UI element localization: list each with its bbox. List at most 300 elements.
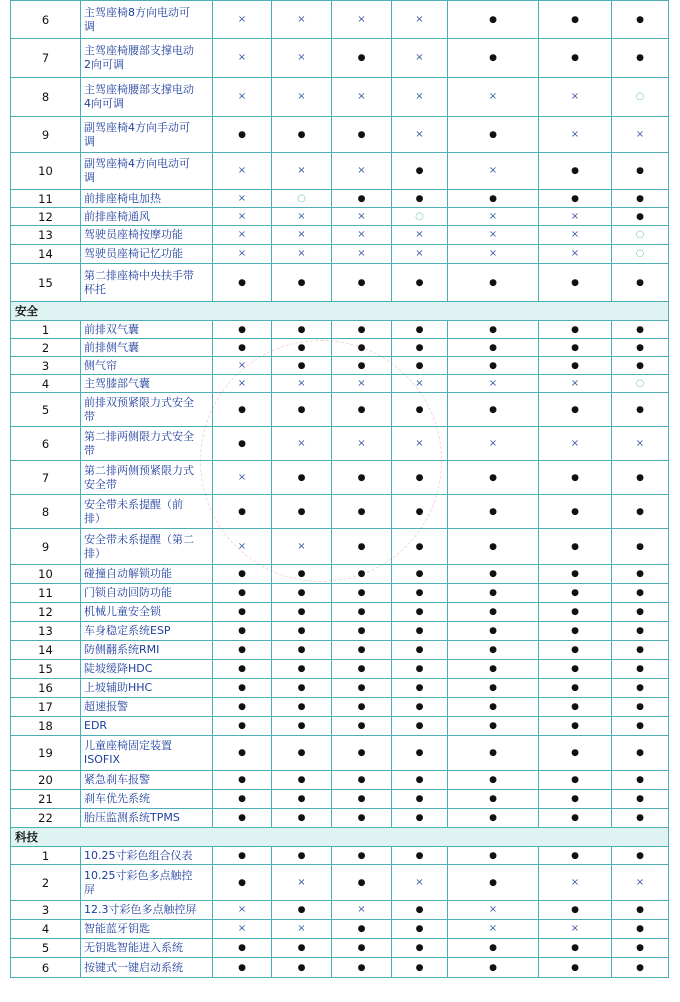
feature-name: 副驾座椅4方向手动可 调 bbox=[81, 117, 213, 153]
optional-circle-icon: ○ bbox=[272, 190, 332, 208]
standard-dot-icon: ● bbox=[392, 717, 448, 736]
row-number: 8 bbox=[11, 495, 81, 529]
row-number: 15 bbox=[11, 660, 81, 679]
not-available-cross-icon: × bbox=[392, 1, 448, 39]
section-title: 科技 bbox=[11, 828, 669, 847]
standard-dot-icon: ● bbox=[392, 190, 448, 208]
standard-dot-icon: ● bbox=[539, 461, 612, 495]
standard-dot-icon: ● bbox=[539, 901, 612, 920]
not-available-cross-icon: × bbox=[539, 865, 612, 901]
standard-dot-icon: ● bbox=[332, 39, 392, 78]
not-available-cross-icon: × bbox=[272, 865, 332, 901]
standard-dot-icon: ● bbox=[272, 622, 332, 641]
feature-name: 胎压监测系统TPMS bbox=[81, 809, 213, 828]
table-row bbox=[11, 809, 669, 828]
not-available-cross-icon: × bbox=[213, 920, 272, 939]
standard-dot-icon: ● bbox=[213, 736, 272, 771]
feature-name: 智能蓝牙钥匙 bbox=[81, 920, 213, 939]
row-number: 15 bbox=[11, 264, 81, 302]
standard-dot-icon: ● bbox=[213, 565, 272, 584]
standard-dot-icon: ● bbox=[448, 622, 539, 641]
standard-dot-icon: ● bbox=[272, 736, 332, 771]
standard-dot-icon: ● bbox=[612, 565, 669, 584]
feature-name: 无钥匙智能进入系统 bbox=[81, 939, 213, 958]
standard-dot-icon: ● bbox=[448, 809, 539, 828]
row-number: 6 bbox=[11, 1, 81, 39]
standard-dot-icon: ● bbox=[448, 190, 539, 208]
standard-dot-icon: ● bbox=[272, 698, 332, 717]
feature-name: 驾驶员座椅记忆功能 bbox=[81, 245, 213, 264]
row-number: 13 bbox=[11, 226, 81, 245]
standard-dot-icon: ● bbox=[392, 357, 448, 375]
standard-dot-icon: ● bbox=[612, 736, 669, 771]
standard-dot-icon: ● bbox=[612, 901, 669, 920]
row-number: 3 bbox=[11, 901, 81, 920]
standard-dot-icon: ● bbox=[539, 39, 612, 78]
not-available-cross-icon: × bbox=[213, 529, 272, 565]
table-row bbox=[11, 939, 669, 958]
not-available-cross-icon: × bbox=[392, 117, 448, 153]
standard-dot-icon: ● bbox=[448, 679, 539, 698]
not-available-cross-icon: × bbox=[213, 901, 272, 920]
standard-dot-icon: ● bbox=[213, 660, 272, 679]
standard-dot-icon: ● bbox=[272, 717, 332, 736]
standard-dot-icon: ● bbox=[213, 771, 272, 790]
feature-name: 主驾座椅8方向电动可 调 bbox=[81, 1, 213, 39]
standard-dot-icon: ● bbox=[392, 698, 448, 717]
standard-dot-icon: ● bbox=[612, 809, 669, 828]
table-row bbox=[11, 641, 669, 660]
standard-dot-icon: ● bbox=[332, 603, 392, 622]
standard-dot-icon: ● bbox=[392, 495, 448, 529]
feature-name: 驾驶员座椅按摩功能 bbox=[81, 226, 213, 245]
standard-dot-icon: ● bbox=[392, 565, 448, 584]
row-number: 7 bbox=[11, 39, 81, 78]
row-number: 1 bbox=[11, 847, 81, 865]
feature-name: 陡坡缓降HDC bbox=[81, 660, 213, 679]
standard-dot-icon: ● bbox=[332, 584, 392, 603]
row-number: 4 bbox=[11, 375, 81, 393]
standard-dot-icon: ● bbox=[448, 357, 539, 375]
not-available-cross-icon: × bbox=[272, 245, 332, 264]
standard-dot-icon: ● bbox=[448, 39, 539, 78]
standard-dot-icon: ● bbox=[213, 847, 272, 865]
not-available-cross-icon: × bbox=[612, 865, 669, 901]
standard-dot-icon: ● bbox=[612, 847, 669, 865]
not-available-cross-icon: × bbox=[272, 427, 332, 461]
standard-dot-icon: ● bbox=[448, 339, 539, 357]
standard-dot-icon: ● bbox=[539, 736, 612, 771]
section-header bbox=[11, 828, 669, 847]
not-available-cross-icon: × bbox=[332, 427, 392, 461]
row-number: 14 bbox=[11, 245, 81, 264]
not-available-cross-icon: × bbox=[272, 39, 332, 78]
standard-dot-icon: ● bbox=[213, 698, 272, 717]
standard-dot-icon: ● bbox=[272, 771, 332, 790]
standard-dot-icon: ● bbox=[612, 603, 669, 622]
standard-dot-icon: ● bbox=[539, 717, 612, 736]
feature-name: 按键式一键启动系统 bbox=[81, 958, 213, 978]
standard-dot-icon: ● bbox=[612, 622, 669, 641]
table-row bbox=[11, 153, 669, 190]
table-row bbox=[11, 529, 669, 565]
standard-dot-icon: ● bbox=[272, 603, 332, 622]
standard-dot-icon: ● bbox=[332, 736, 392, 771]
standard-dot-icon: ● bbox=[272, 641, 332, 660]
feature-name: 10.25寸彩色多点触控 屏 bbox=[81, 865, 213, 901]
standard-dot-icon: ● bbox=[539, 771, 612, 790]
standard-dot-icon: ● bbox=[448, 660, 539, 679]
standard-dot-icon: ● bbox=[612, 495, 669, 529]
table-row bbox=[11, 958, 669, 978]
optional-circle-icon: ○ bbox=[392, 208, 448, 226]
feature-name: 儿童座椅固定装置 ISOFIX bbox=[81, 736, 213, 771]
not-available-cross-icon: × bbox=[213, 375, 272, 393]
standard-dot-icon: ● bbox=[448, 771, 539, 790]
not-available-cross-icon: × bbox=[272, 153, 332, 190]
not-available-cross-icon: × bbox=[612, 427, 669, 461]
standard-dot-icon: ● bbox=[332, 565, 392, 584]
row-number: 22 bbox=[11, 809, 81, 828]
not-available-cross-icon: × bbox=[539, 226, 612, 245]
standard-dot-icon: ● bbox=[612, 39, 669, 78]
standard-dot-icon: ● bbox=[332, 339, 392, 357]
feature-name: 超速报警 bbox=[81, 698, 213, 717]
not-available-cross-icon: × bbox=[272, 226, 332, 245]
row-number: 6 bbox=[11, 427, 81, 461]
standard-dot-icon: ● bbox=[332, 357, 392, 375]
standard-dot-icon: ● bbox=[392, 641, 448, 660]
standard-dot-icon: ● bbox=[392, 393, 448, 427]
row-number: 12 bbox=[11, 208, 81, 226]
row-number: 20 bbox=[11, 771, 81, 790]
not-available-cross-icon: × bbox=[213, 39, 272, 78]
table-row bbox=[11, 865, 669, 901]
standard-dot-icon: ● bbox=[539, 603, 612, 622]
standard-dot-icon: ● bbox=[448, 1, 539, 39]
row-number: 5 bbox=[11, 393, 81, 427]
standard-dot-icon: ● bbox=[272, 584, 332, 603]
standard-dot-icon: ● bbox=[612, 529, 669, 565]
feature-name: 前排双预紧限力式安全 带 bbox=[81, 393, 213, 427]
standard-dot-icon: ● bbox=[612, 190, 669, 208]
not-available-cross-icon: × bbox=[213, 208, 272, 226]
feature-name: 侧气帘 bbox=[81, 357, 213, 375]
feature-name: 前排双气囊 bbox=[81, 321, 213, 339]
optional-circle-icon: ○ bbox=[612, 375, 669, 393]
standard-dot-icon: ● bbox=[539, 357, 612, 375]
standard-dot-icon: ● bbox=[612, 920, 669, 939]
standard-dot-icon: ● bbox=[612, 339, 669, 357]
standard-dot-icon: ● bbox=[448, 264, 539, 302]
not-available-cross-icon: × bbox=[392, 375, 448, 393]
not-available-cross-icon: × bbox=[213, 190, 272, 208]
not-available-cross-icon: × bbox=[332, 245, 392, 264]
section-header bbox=[11, 302, 669, 321]
not-available-cross-icon: × bbox=[272, 1, 332, 39]
standard-dot-icon: ● bbox=[272, 565, 332, 584]
row-number: 6 bbox=[11, 958, 81, 978]
not-available-cross-icon: × bbox=[539, 920, 612, 939]
table-row bbox=[11, 190, 669, 208]
not-available-cross-icon: × bbox=[272, 78, 332, 117]
standard-dot-icon: ● bbox=[332, 264, 392, 302]
standard-dot-icon: ● bbox=[392, 847, 448, 865]
standard-dot-icon: ● bbox=[448, 865, 539, 901]
table-row bbox=[11, 393, 669, 427]
feature-name: 防侧翻系统RMI bbox=[81, 641, 213, 660]
section-title: 安全 bbox=[11, 302, 669, 321]
not-available-cross-icon: × bbox=[213, 461, 272, 495]
standard-dot-icon: ● bbox=[539, 153, 612, 190]
standard-dot-icon: ● bbox=[612, 660, 669, 679]
not-available-cross-icon: × bbox=[213, 226, 272, 245]
standard-dot-icon: ● bbox=[612, 679, 669, 698]
standard-dot-icon: ● bbox=[392, 153, 448, 190]
feature-name: 主驾座椅腰部支撑电动 2向可调 bbox=[81, 39, 213, 78]
not-available-cross-icon: × bbox=[448, 427, 539, 461]
standard-dot-icon: ● bbox=[539, 339, 612, 357]
standard-dot-icon: ● bbox=[272, 495, 332, 529]
not-available-cross-icon: × bbox=[332, 208, 392, 226]
standard-dot-icon: ● bbox=[392, 901, 448, 920]
standard-dot-icon: ● bbox=[612, 264, 669, 302]
standard-dot-icon: ● bbox=[612, 357, 669, 375]
standard-dot-icon: ● bbox=[332, 920, 392, 939]
optional-circle-icon: ○ bbox=[612, 226, 669, 245]
feature-name: EDR bbox=[81, 717, 213, 736]
standard-dot-icon: ● bbox=[332, 790, 392, 809]
standard-dot-icon: ● bbox=[612, 208, 669, 226]
standard-dot-icon: ● bbox=[539, 321, 612, 339]
not-available-cross-icon: × bbox=[392, 39, 448, 78]
row-number: 2 bbox=[11, 339, 81, 357]
standard-dot-icon: ● bbox=[539, 1, 612, 39]
not-available-cross-icon: × bbox=[213, 357, 272, 375]
standard-dot-icon: ● bbox=[272, 939, 332, 958]
table-row bbox=[11, 622, 669, 641]
not-available-cross-icon: × bbox=[448, 153, 539, 190]
not-available-cross-icon: × bbox=[612, 117, 669, 153]
standard-dot-icon: ● bbox=[612, 717, 669, 736]
table-row bbox=[11, 321, 669, 339]
standard-dot-icon: ● bbox=[392, 679, 448, 698]
row-number: 18 bbox=[11, 717, 81, 736]
row-number: 21 bbox=[11, 790, 81, 809]
standard-dot-icon: ● bbox=[448, 584, 539, 603]
standard-dot-icon: ● bbox=[272, 790, 332, 809]
standard-dot-icon: ● bbox=[539, 584, 612, 603]
table-row bbox=[11, 245, 669, 264]
standard-dot-icon: ● bbox=[213, 117, 272, 153]
standard-dot-icon: ● bbox=[272, 901, 332, 920]
standard-dot-icon: ● bbox=[612, 461, 669, 495]
standard-dot-icon: ● bbox=[392, 461, 448, 495]
not-available-cross-icon: × bbox=[448, 226, 539, 245]
standard-dot-icon: ● bbox=[332, 771, 392, 790]
standard-dot-icon: ● bbox=[392, 771, 448, 790]
standard-dot-icon: ● bbox=[612, 641, 669, 660]
standard-dot-icon: ● bbox=[332, 641, 392, 660]
standard-dot-icon: ● bbox=[448, 461, 539, 495]
not-available-cross-icon: × bbox=[448, 901, 539, 920]
not-available-cross-icon: × bbox=[539, 208, 612, 226]
standard-dot-icon: ● bbox=[213, 790, 272, 809]
standard-dot-icon: ● bbox=[213, 603, 272, 622]
table-row bbox=[11, 920, 669, 939]
standard-dot-icon: ● bbox=[272, 357, 332, 375]
row-number: 11 bbox=[11, 584, 81, 603]
standard-dot-icon: ● bbox=[448, 641, 539, 660]
not-available-cross-icon: × bbox=[539, 375, 612, 393]
feature-name: 主驾座椅腰部支撑电动 4向可调 bbox=[81, 78, 213, 117]
standard-dot-icon: ● bbox=[448, 736, 539, 771]
feature-name: 主驾膝部气囊 bbox=[81, 375, 213, 393]
feature-name: 第二排座椅中央扶手带 杯托 bbox=[81, 264, 213, 302]
standard-dot-icon: ● bbox=[392, 603, 448, 622]
row-number: 12 bbox=[11, 603, 81, 622]
feature-name: 门锁自动回防功能 bbox=[81, 584, 213, 603]
row-number: 19 bbox=[11, 736, 81, 771]
standard-dot-icon: ● bbox=[392, 809, 448, 828]
not-available-cross-icon: × bbox=[448, 245, 539, 264]
not-available-cross-icon: × bbox=[448, 78, 539, 117]
row-number: 8 bbox=[11, 78, 81, 117]
standard-dot-icon: ● bbox=[213, 679, 272, 698]
not-available-cross-icon: × bbox=[213, 1, 272, 39]
table-row bbox=[11, 264, 669, 302]
table-row bbox=[11, 790, 669, 809]
table-row bbox=[11, 698, 669, 717]
standard-dot-icon: ● bbox=[332, 679, 392, 698]
standard-dot-icon: ● bbox=[448, 495, 539, 529]
standard-dot-icon: ● bbox=[213, 865, 272, 901]
feature-name: 紧急刹车报警 bbox=[81, 771, 213, 790]
row-number: 3 bbox=[11, 357, 81, 375]
standard-dot-icon: ● bbox=[539, 641, 612, 660]
standard-dot-icon: ● bbox=[332, 865, 392, 901]
feature-name: 前排座椅电加热 bbox=[81, 190, 213, 208]
feature-name: 碰撞自动解锁功能 bbox=[81, 565, 213, 584]
table-row bbox=[11, 603, 669, 622]
standard-dot-icon: ● bbox=[448, 529, 539, 565]
standard-dot-icon: ● bbox=[213, 427, 272, 461]
standard-dot-icon: ● bbox=[448, 958, 539, 978]
not-available-cross-icon: × bbox=[392, 865, 448, 901]
standard-dot-icon: ● bbox=[392, 790, 448, 809]
row-number: 11 bbox=[11, 190, 81, 208]
row-number: 7 bbox=[11, 461, 81, 495]
feature-name: 第二排两侧限力式安全 带 bbox=[81, 427, 213, 461]
standard-dot-icon: ● bbox=[272, 321, 332, 339]
row-number: 2 bbox=[11, 865, 81, 901]
not-available-cross-icon: × bbox=[272, 920, 332, 939]
feature-name: 前排侧气囊 bbox=[81, 339, 213, 357]
standard-dot-icon: ● bbox=[612, 153, 669, 190]
standard-dot-icon: ● bbox=[213, 264, 272, 302]
standard-dot-icon: ● bbox=[213, 641, 272, 660]
standard-dot-icon: ● bbox=[539, 790, 612, 809]
standard-dot-icon: ● bbox=[213, 339, 272, 357]
standard-dot-icon: ● bbox=[332, 529, 392, 565]
standard-dot-icon: ● bbox=[332, 847, 392, 865]
standard-dot-icon: ● bbox=[272, 461, 332, 495]
table-row bbox=[11, 461, 669, 495]
row-number: 4 bbox=[11, 920, 81, 939]
standard-dot-icon: ● bbox=[612, 393, 669, 427]
standard-dot-icon: ● bbox=[272, 264, 332, 302]
standard-dot-icon: ● bbox=[539, 939, 612, 958]
not-available-cross-icon: × bbox=[213, 245, 272, 264]
table-row bbox=[11, 901, 669, 920]
row-number: 9 bbox=[11, 529, 81, 565]
feature-name: 刹车优先系统 bbox=[81, 790, 213, 809]
standard-dot-icon: ● bbox=[392, 622, 448, 641]
standard-dot-icon: ● bbox=[272, 393, 332, 427]
standard-dot-icon: ● bbox=[392, 736, 448, 771]
table-row bbox=[11, 427, 669, 461]
standard-dot-icon: ● bbox=[448, 321, 539, 339]
row-number: 10 bbox=[11, 153, 81, 190]
standard-dot-icon: ● bbox=[332, 190, 392, 208]
feature-name: 安全带未系提醒（第二 排） bbox=[81, 529, 213, 565]
not-available-cross-icon: × bbox=[448, 208, 539, 226]
standard-dot-icon: ● bbox=[272, 339, 332, 357]
standard-dot-icon: ● bbox=[612, 584, 669, 603]
row-number: 5 bbox=[11, 939, 81, 958]
standard-dot-icon: ● bbox=[539, 529, 612, 565]
standard-dot-icon: ● bbox=[612, 790, 669, 809]
standard-dot-icon: ● bbox=[448, 939, 539, 958]
standard-dot-icon: ● bbox=[272, 660, 332, 679]
table-row bbox=[11, 660, 669, 679]
table-row bbox=[11, 1, 669, 39]
feature-name: 车身稳定系统ESP bbox=[81, 622, 213, 641]
table-row bbox=[11, 339, 669, 357]
optional-circle-icon: ○ bbox=[612, 78, 669, 117]
optional-circle-icon: ○ bbox=[612, 245, 669, 264]
feature-name: 上坡辅助HHC bbox=[81, 679, 213, 698]
standard-dot-icon: ● bbox=[539, 847, 612, 865]
standard-dot-icon: ● bbox=[539, 190, 612, 208]
not-available-cross-icon: × bbox=[272, 529, 332, 565]
feature-name: 机械儿童安全锁 bbox=[81, 603, 213, 622]
standard-dot-icon: ● bbox=[539, 495, 612, 529]
table-row bbox=[11, 771, 669, 790]
standard-dot-icon: ● bbox=[332, 461, 392, 495]
table-row bbox=[11, 679, 669, 698]
standard-dot-icon: ● bbox=[448, 393, 539, 427]
row-number: 14 bbox=[11, 641, 81, 660]
standard-dot-icon: ● bbox=[213, 584, 272, 603]
standard-dot-icon: ● bbox=[392, 660, 448, 679]
not-available-cross-icon: × bbox=[213, 78, 272, 117]
table-row bbox=[11, 78, 669, 117]
not-available-cross-icon: × bbox=[332, 1, 392, 39]
standard-dot-icon: ● bbox=[392, 958, 448, 978]
feature-name: 前排座椅通风 bbox=[81, 208, 213, 226]
standard-dot-icon: ● bbox=[213, 393, 272, 427]
not-available-cross-icon: × bbox=[392, 78, 448, 117]
standard-dot-icon: ● bbox=[332, 958, 392, 978]
not-available-cross-icon: × bbox=[272, 375, 332, 393]
not-available-cross-icon: × bbox=[332, 78, 392, 117]
standard-dot-icon: ● bbox=[272, 958, 332, 978]
feature-name: 安全带未系提醒（前 排） bbox=[81, 495, 213, 529]
not-available-cross-icon: × bbox=[272, 208, 332, 226]
standard-dot-icon: ● bbox=[539, 679, 612, 698]
table-row bbox=[11, 226, 669, 245]
